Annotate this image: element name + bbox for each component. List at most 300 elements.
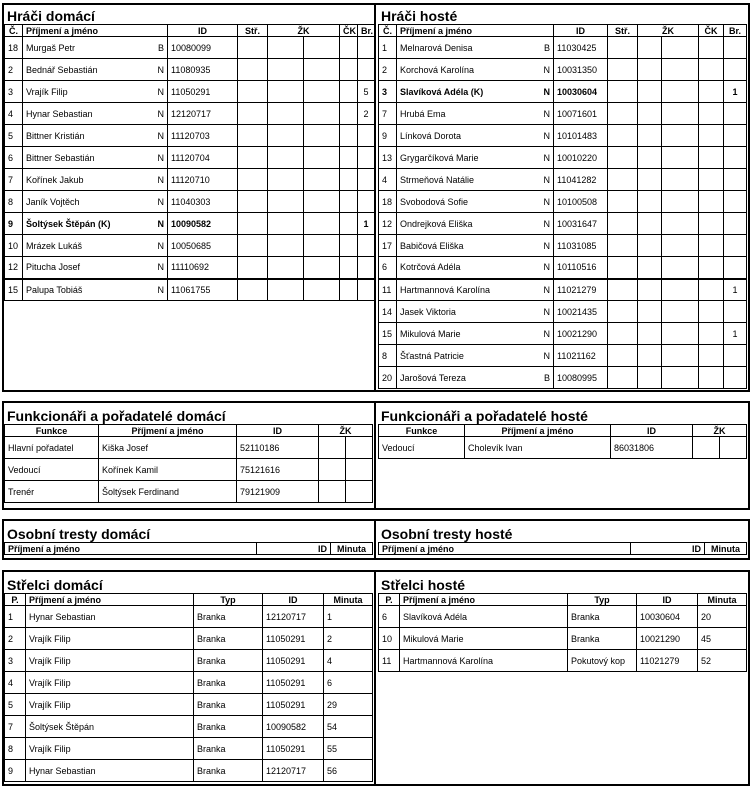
- player-substitution: [608, 279, 638, 301]
- scorers-away-rows: [379, 606, 747, 672]
- player-yellow-card-1: [268, 125, 304, 147]
- player-red-card: [340, 235, 358, 257]
- player-yellow-card-1: [638, 235, 662, 257]
- player-goals: [724, 301, 747, 323]
- player-yellow-card-2: [662, 37, 699, 59]
- player-yellow-card-2: [304, 103, 340, 125]
- player-row: [379, 345, 747, 367]
- scorer-order: 10: [379, 628, 400, 650]
- official-yellow-card-1: [319, 481, 346, 503]
- player-row: [5, 147, 375, 169]
- scorer-order: 9: [5, 760, 26, 782]
- player-row: [5, 191, 375, 213]
- player-yellow-card-2: [662, 103, 699, 125]
- penalties-away-title: Osobní tresty hosté: [381, 526, 513, 542]
- official-yellow-card-2: [720, 437, 747, 459]
- players-away-table: [378, 24, 747, 389]
- player-yellow-card-2: [662, 213, 699, 235]
- player-substitution: [238, 147, 268, 169]
- player-number: 6: [379, 257, 397, 279]
- player-substitution: [608, 301, 638, 323]
- player-yellow-card-1: [268, 37, 304, 59]
- player-row: [5, 257, 375, 279]
- officials-away-header: [379, 425, 747, 437]
- col-id: ID: [554, 25, 608, 37]
- official-row: [5, 459, 373, 481]
- player-goals: [358, 257, 375, 279]
- player-yellow-card-1: [268, 81, 304, 103]
- player-yellow-card-1: [638, 59, 662, 81]
- player-name: Slavíková Adéla (K): [397, 81, 539, 103]
- player-id: 10021435: [554, 301, 608, 323]
- player-yellow-card-2: [662, 367, 699, 389]
- player-number: 17: [379, 235, 397, 257]
- scorer-row: [5, 760, 373, 782]
- player-yellow-card-2: [662, 257, 699, 279]
- player-id: 11040303: [168, 191, 238, 213]
- player-red-card: [340, 37, 358, 59]
- player-yellow-card-1: [638, 367, 662, 389]
- player-goals: [358, 169, 375, 191]
- scorer-minute: 52: [698, 650, 747, 672]
- col-name: Příjmení a jméno: [26, 594, 194, 606]
- player-substitution: [238, 59, 268, 81]
- col-ck: ČK: [699, 25, 724, 37]
- player-name: Strmeňová Natálie: [397, 169, 539, 191]
- penalties-home-table: [4, 542, 373, 555]
- scorer-id: 12120717: [263, 760, 324, 782]
- col-no: Č.: [5, 25, 23, 37]
- player-yellow-card-2: [662, 235, 699, 257]
- player-row: [379, 301, 747, 323]
- col-name: Příjmení a jméno: [99, 425, 237, 437]
- player-red-card: [699, 257, 724, 279]
- player-nationality: N: [539, 235, 554, 257]
- player-name: Ondrejková Eliška: [397, 213, 539, 235]
- player-number: 14: [379, 301, 397, 323]
- player-red-card: [699, 81, 724, 103]
- player-yellow-card-2: [304, 37, 340, 59]
- player-id: 11050291: [168, 81, 238, 103]
- player-substitution: [608, 125, 638, 147]
- player-goals: 2: [358, 103, 375, 125]
- player-yellow-card-1: [638, 81, 662, 103]
- col-name: Příjmení a jméno: [400, 594, 568, 606]
- player-substitution: [238, 125, 268, 147]
- scorer-type: Branka: [194, 738, 263, 760]
- player-row: [5, 125, 375, 147]
- player-goals: [724, 235, 747, 257]
- player-substitution: [608, 59, 638, 81]
- official-yellow-card-2: [346, 481, 373, 503]
- player-yellow-card-2: [304, 169, 340, 191]
- players-away-rows: [379, 37, 747, 389]
- scorer-row: [5, 672, 373, 694]
- player-row: [379, 125, 747, 147]
- scorer-minute: 56: [324, 760, 373, 782]
- penalties-home-header: [5, 543, 373, 555]
- player-red-card: [699, 235, 724, 257]
- player-goals: [724, 59, 747, 81]
- player-id: 10010220: [554, 147, 608, 169]
- player-row: [379, 235, 747, 257]
- player-id: 11041282: [554, 169, 608, 191]
- col-zk: ŽK: [638, 25, 699, 37]
- scorer-name: Hynar Sebastian: [26, 606, 194, 628]
- col-no: Č.: [379, 25, 397, 37]
- player-nationality: N: [539, 257, 554, 279]
- player-id: 10101483: [554, 125, 608, 147]
- player-nationality: B: [539, 37, 554, 59]
- scorer-row: [379, 628, 747, 650]
- officials-home-rows: [5, 437, 373, 503]
- player-substitution: [608, 345, 638, 367]
- penalties-away-header: [379, 543, 747, 555]
- col-type: Typ: [194, 594, 263, 606]
- scorer-order: 6: [379, 606, 400, 628]
- official-row: [5, 481, 373, 503]
- player-row: [379, 213, 747, 235]
- player-id: 11061755: [168, 279, 238, 301]
- player-yellow-card-2: [304, 59, 340, 81]
- scorers-home-header: [5, 594, 373, 606]
- player-yellow-card-2: [662, 301, 699, 323]
- player-number: 3: [379, 81, 397, 103]
- player-goals: [358, 37, 375, 59]
- player-name: Línková Dorota: [397, 125, 539, 147]
- player-row: [5, 59, 375, 81]
- player-number: 8: [379, 345, 397, 367]
- player-name: Hartmannová Karolína: [397, 279, 539, 301]
- player-red-card: [699, 367, 724, 389]
- player-nationality: N: [153, 103, 168, 125]
- player-id: 12120717: [168, 103, 238, 125]
- player-yellow-card-1: [268, 59, 304, 81]
- player-name: Kořínek Jakub: [23, 169, 153, 191]
- player-nationality: N: [153, 147, 168, 169]
- player-yellow-card-2: [662, 323, 699, 345]
- player-nationality: N: [539, 103, 554, 125]
- player-nationality: N: [153, 125, 168, 147]
- players-away-header: [379, 25, 747, 37]
- scorer-order: 5: [5, 694, 26, 716]
- scorer-row: [5, 738, 373, 760]
- player-number: 5: [5, 125, 23, 147]
- official-yellow-card-1: [693, 437, 720, 459]
- player-row: [5, 103, 375, 125]
- player-number: 9: [5, 213, 23, 235]
- player-number: 2: [379, 59, 397, 81]
- official-name: Kořínek Kamil: [99, 459, 237, 481]
- scorer-name: Slavíková Adéla: [400, 606, 568, 628]
- player-yellow-card-2: [662, 169, 699, 191]
- scorer-type: Branka: [568, 628, 637, 650]
- player-nationality: N: [539, 323, 554, 345]
- player-nationality: N: [153, 257, 168, 279]
- player-substitution: [238, 279, 268, 301]
- player-yellow-card-1: [638, 345, 662, 367]
- player-row: [379, 147, 747, 169]
- player-goals: [724, 147, 747, 169]
- col-br: Br.: [358, 25, 375, 37]
- scorer-order: 3: [5, 650, 26, 672]
- official-yellow-card-1: [319, 459, 346, 481]
- col-id: ID: [237, 425, 319, 437]
- player-id: 11080935: [168, 59, 238, 81]
- player-yellow-card-1: [638, 301, 662, 323]
- player-number: 7: [379, 103, 397, 125]
- player-yellow-card-2: [662, 59, 699, 81]
- col-minute: Minuta: [705, 543, 747, 555]
- player-nationality: N: [153, 235, 168, 257]
- scorer-id: 12120717: [263, 606, 324, 628]
- scorer-name: Vrajík Filip: [26, 628, 194, 650]
- player-nationality: N: [539, 59, 554, 81]
- player-substitution: [238, 103, 268, 125]
- player-name: Mrázek Lukáš: [23, 235, 153, 257]
- col-st: Stř.: [238, 25, 268, 37]
- player-red-card: [699, 59, 724, 81]
- scorer-row: [5, 606, 373, 628]
- scorer-name: Hynar Sebastian: [26, 760, 194, 782]
- player-goals: 1: [358, 213, 375, 235]
- player-number: 20: [379, 367, 397, 389]
- player-row: [5, 279, 375, 301]
- players-away-title: Hráči hosté: [381, 8, 458, 24]
- player-nationality: N: [153, 279, 168, 301]
- player-row: [379, 169, 747, 191]
- official-role: Vedoucí: [379, 437, 465, 459]
- officials-away-table: [378, 424, 747, 459]
- player-number: 18: [5, 37, 23, 59]
- col-zk: ŽK: [268, 25, 340, 37]
- player-yellow-card-1: [638, 279, 662, 301]
- player-number: 11: [379, 279, 397, 301]
- official-name: Šoltýsek Ferdinand: [99, 481, 237, 503]
- player-yellow-card-2: [304, 257, 340, 279]
- player-id: 11120704: [168, 147, 238, 169]
- player-goals: [724, 213, 747, 235]
- player-name: Šoltýsek Štěpán (K): [23, 213, 153, 235]
- col-name: Příjmení a jméno: [465, 425, 611, 437]
- player-id: 11021279: [554, 279, 608, 301]
- col-id: ID: [611, 425, 693, 437]
- player-row: [5, 169, 375, 191]
- player-yellow-card-1: [638, 169, 662, 191]
- player-row: [379, 103, 747, 125]
- player-substitution: [608, 191, 638, 213]
- player-red-card: [340, 169, 358, 191]
- player-name: Bittner Kristián: [23, 125, 153, 147]
- player-row: [5, 235, 375, 257]
- official-id: 79121909: [237, 481, 319, 503]
- col-st: Stř.: [608, 25, 638, 37]
- player-yellow-card-1: [638, 191, 662, 213]
- scorers-away-title: Střelci hosté: [381, 577, 466, 593]
- col-name: Příjmení a jméno: [23, 25, 168, 37]
- player-goals: [358, 59, 375, 81]
- scorer-order: 11: [379, 650, 400, 672]
- player-yellow-card-2: [304, 279, 340, 301]
- player-substitution: [608, 323, 638, 345]
- scorers-home-rows: [5, 606, 373, 782]
- player-row: [379, 367, 747, 389]
- official-name: Kiška Josef: [99, 437, 237, 459]
- player-yellow-card-2: [304, 191, 340, 213]
- player-nationality: N: [539, 169, 554, 191]
- player-name: Šťastná Patricie: [397, 345, 539, 367]
- player-id: 11031085: [554, 235, 608, 257]
- player-name: Bittner Sebastián: [23, 147, 153, 169]
- player-substitution: [608, 367, 638, 389]
- player-goals: [358, 125, 375, 147]
- scorer-type: Branka: [194, 606, 263, 628]
- player-id: 11030425: [554, 37, 608, 59]
- player-row: [379, 279, 747, 301]
- player-yellow-card-1: [268, 191, 304, 213]
- player-row: [379, 191, 747, 213]
- col-name: Příjmení a jméno: [5, 543, 257, 555]
- player-nationality: N: [539, 81, 554, 103]
- player-goals: 1: [724, 323, 747, 345]
- scorers-away-panel: [378, 574, 746, 672]
- player-name: Melnarová Denisa: [397, 37, 539, 59]
- player-substitution: [608, 147, 638, 169]
- scorer-order: 7: [5, 716, 26, 738]
- col-minute: Minuta: [324, 594, 373, 606]
- officials-away-rows: [379, 437, 747, 459]
- player-id: 10031350: [554, 59, 608, 81]
- player-yellow-card-2: [304, 81, 340, 103]
- col-id: ID: [257, 543, 331, 555]
- player-row: [5, 81, 375, 103]
- player-yellow-card-1: [268, 103, 304, 125]
- player-nationality: N: [539, 345, 554, 367]
- col-id: ID: [168, 25, 238, 37]
- player-yellow-card-2: [304, 147, 340, 169]
- player-goals: [724, 257, 747, 279]
- player-goals: [724, 345, 747, 367]
- player-name: Bednář Sebastián: [23, 59, 153, 81]
- player-goals: [724, 103, 747, 125]
- player-nationality: N: [539, 213, 554, 235]
- scorer-name: Vrajík Filip: [26, 650, 194, 672]
- scorer-name: Hartmannová Karolína: [400, 650, 568, 672]
- player-name: Palupa Tobiáš: [23, 279, 153, 301]
- player-substitution: [238, 37, 268, 59]
- col-role: Funkce: [5, 425, 99, 437]
- player-yellow-card-1: [638, 213, 662, 235]
- official-name: Cholevík Ivan: [465, 437, 611, 459]
- scorer-type: Branka: [194, 760, 263, 782]
- player-goals: [358, 147, 375, 169]
- player-yellow-card-2: [662, 147, 699, 169]
- player-name: Babičová Eliška: [397, 235, 539, 257]
- player-yellow-card-1: [638, 257, 662, 279]
- player-red-card: [340, 81, 358, 103]
- player-nationality: B: [539, 367, 554, 389]
- scorer-minute: 55: [324, 738, 373, 760]
- official-role: Trenér: [5, 481, 99, 503]
- player-red-card: [699, 191, 724, 213]
- player-yellow-card-1: [268, 257, 304, 279]
- scorer-type: Branka: [194, 650, 263, 672]
- player-name: Kotrčová Adéla: [397, 257, 539, 279]
- players-home-rows: [5, 37, 375, 301]
- player-yellow-card-2: [662, 191, 699, 213]
- player-goals: [724, 125, 747, 147]
- player-number: 15: [5, 279, 23, 301]
- scorers-away-table: [378, 593, 747, 672]
- scorer-minute: 1: [324, 606, 373, 628]
- player-substitution: [238, 191, 268, 213]
- player-name: Mikulová Marie: [397, 323, 539, 345]
- player-nationality: N: [153, 59, 168, 81]
- player-yellow-card-1: [268, 279, 304, 301]
- col-p: P.: [379, 594, 400, 606]
- col-id: ID: [631, 543, 705, 555]
- officials-away-title: Funkcionáři a pořadatelé hosté: [381, 408, 588, 424]
- player-nationality: N: [539, 125, 554, 147]
- player-yellow-card-1: [268, 213, 304, 235]
- official-id: 52110186: [237, 437, 319, 459]
- player-yellow-card-1: [638, 147, 662, 169]
- player-id: 10050685: [168, 235, 238, 257]
- player-number: 15: [379, 323, 397, 345]
- scorer-id: 11050291: [263, 694, 324, 716]
- scorer-row: [5, 694, 373, 716]
- player-substitution: [608, 213, 638, 235]
- penalties-away-table: [378, 542, 747, 555]
- players-away-panel: [378, 5, 746, 389]
- player-name: Grygarčíková Marie: [397, 147, 539, 169]
- scorer-type: Branka: [194, 716, 263, 738]
- scorer-minute: 45: [698, 628, 747, 650]
- col-id: ID: [263, 594, 324, 606]
- player-id: 11120703: [168, 125, 238, 147]
- player-yellow-card-2: [662, 125, 699, 147]
- official-row: [379, 437, 747, 459]
- player-substitution: [238, 257, 268, 279]
- player-number: 18: [379, 191, 397, 213]
- scorer-type: Branka: [194, 672, 263, 694]
- player-nationality: N: [539, 147, 554, 169]
- player-substitution: [608, 169, 638, 191]
- player-number: 7: [5, 169, 23, 191]
- player-red-card: [340, 103, 358, 125]
- col-p: P.: [5, 594, 26, 606]
- col-zk: ŽK: [319, 425, 373, 437]
- scorer-minute: 2: [324, 628, 373, 650]
- scorer-id: 11050291: [263, 628, 324, 650]
- player-substitution: [608, 103, 638, 125]
- player-number: 13: [379, 147, 397, 169]
- player-number: 2: [5, 59, 23, 81]
- col-br: Br.: [724, 25, 747, 37]
- player-goals: [724, 191, 747, 213]
- officials-home-header: [5, 425, 373, 437]
- scorer-type: Branka: [568, 606, 637, 628]
- player-name: Pitucha Josef: [23, 257, 153, 279]
- scorer-row: [379, 606, 747, 628]
- scorer-type: Branka: [194, 694, 263, 716]
- player-red-card: [699, 147, 724, 169]
- scorer-order: 4: [5, 672, 26, 694]
- player-id: 10071601: [554, 103, 608, 125]
- official-yellow-card-2: [346, 437, 373, 459]
- player-nationality: N: [153, 169, 168, 191]
- player-goals: 1: [724, 81, 747, 103]
